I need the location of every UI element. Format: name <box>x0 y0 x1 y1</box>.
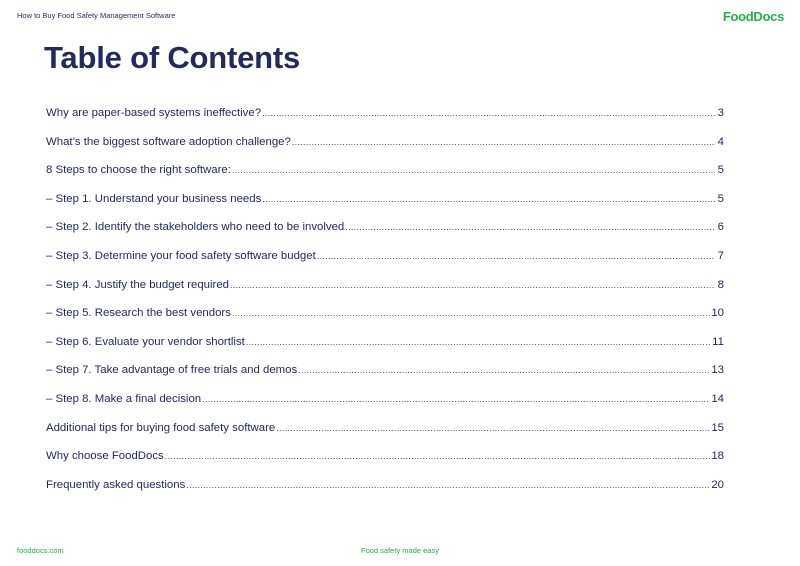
toc-entry-page: 5 <box>717 192 724 205</box>
toc-entry[interactable] <box>46 279 724 308</box>
toc-entry-page: 5 <box>717 164 724 177</box>
toc-leader-dots <box>262 194 715 204</box>
toc-entry[interactable] <box>46 422 724 451</box>
toc-entry-label: – Step 6. Evaluate your vendor shortlist <box>46 335 245 348</box>
toc-leader-dots <box>276 423 710 433</box>
toc-entry-label: – Step 1. Understand your business needs <box>46 192 262 205</box>
toc-entry-page: 6 <box>717 221 724 234</box>
toc-entry[interactable] <box>46 250 724 279</box>
toc-entry-label: – Step 3. Determine your food safety software budget <box>46 249 316 262</box>
toc-entry-page: 8 <box>717 278 724 291</box>
toc-entry-page: 10 <box>711 307 724 320</box>
toc-leader-dots <box>232 165 715 175</box>
toc-leader-dots <box>232 308 710 318</box>
footer-website[interactable]: fooddocs.com <box>17 546 64 555</box>
doc-title: How to Buy Food Safety Management Software <box>17 11 176 20</box>
toc-entry-label: What’s the biggest software adoption challenge? <box>46 135 291 148</box>
toc-entry-label: Additional tips for buying food safety software <box>46 421 276 434</box>
toc-entry-label: – Step 5. Research the best vendors <box>46 307 231 320</box>
toc-leader-dots <box>298 365 710 375</box>
toc-entry[interactable] <box>46 479 724 508</box>
toc-leader-dots <box>345 222 715 232</box>
toc-entry-label: – Step 4. Justify the budget required <box>46 278 230 291</box>
toc-entry[interactable] <box>46 164 724 193</box>
toc-entry[interactable] <box>46 193 724 222</box>
toc-leader-dots <box>292 137 715 147</box>
toc-entry-label: Why are paper-based systems ineffective? <box>46 107 262 119</box>
toc-entry[interactable] <box>46 393 724 422</box>
toc-leader-dots <box>165 451 711 461</box>
table-of-contents <box>46 107 724 507</box>
toc-entry-label: – Step 7. Take advantage of free trials and demos <box>46 364 298 377</box>
toc-entry-page: 4 <box>717 135 724 148</box>
toc-leader-dots <box>262 108 715 118</box>
toc-entry-label: Why choose FoodDocs <box>46 450 164 463</box>
footer-tagline: Food safety made easy <box>361 546 439 555</box>
toc-leader-dots <box>202 394 710 404</box>
toc-entry-page: 14 <box>711 392 724 405</box>
fooddocs-logo <box>723 9 784 24</box>
toc-entry[interactable] <box>46 364 724 393</box>
toc-leader-dots <box>186 480 710 490</box>
page-title: Table of Contents <box>44 40 301 75</box>
toc-entry-page: 15 <box>711 421 724 434</box>
toc-entry-page: 18 <box>711 450 724 463</box>
toc-leader-dots <box>246 337 711 347</box>
toc-entry-page: 3 <box>717 107 724 119</box>
toc-entry[interactable] <box>46 136 724 165</box>
toc-entry-page: 13 <box>711 364 724 377</box>
toc-leader-dots <box>317 251 715 261</box>
toc-entry[interactable] <box>46 336 724 365</box>
toc-entry[interactable] <box>46 107 724 136</box>
logo-text-food: Food <box>722 9 754 24</box>
toc-entry[interactable] <box>46 450 724 479</box>
toc-entry-label: 8 Steps to choose the right software: <box>46 164 231 177</box>
toc-entry[interactable] <box>46 307 724 336</box>
toc-entry-label: – Step 8. Make a final decision <box>46 392 202 405</box>
toc-entry-label: Frequently asked questions <box>46 478 186 491</box>
toc-entry-label: – Step 2. Identify the stakeholders who need to be involved <box>46 221 345 234</box>
toc-entry[interactable] <box>46 221 724 250</box>
toc-entry-page: 20 <box>711 478 724 491</box>
logo-text-docs: Docs <box>753 9 784 24</box>
toc-entry-page: 11 <box>712 335 724 348</box>
toc-leader-dots <box>230 280 715 290</box>
toc-entry-page: 7 <box>717 249 724 262</box>
